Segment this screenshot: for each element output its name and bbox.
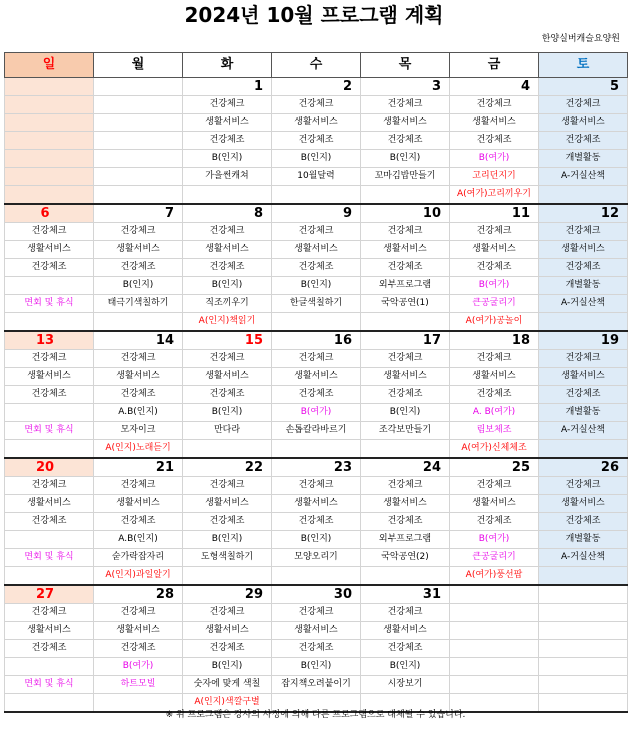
activity-cell[interactable]: 생활서비스: [272, 114, 361, 132]
activity-row: [5, 313, 628, 332]
activity-row: [5, 350, 628, 368]
empty-cell[interactable]: [94, 114, 183, 132]
empty-cell[interactable]: [539, 604, 628, 622]
empty-cell[interactable]: [539, 622, 628, 640]
activity-row: [5, 168, 628, 186]
activity-cell[interactable]: 한글색칠하기: [272, 295, 361, 313]
activity-cell[interactable]: 가을썬캐쳐: [183, 168, 272, 186]
empty-cell[interactable]: [94, 150, 183, 168]
activity-cell[interactable]: 건강체조: [5, 259, 94, 277]
activity-cell[interactable]: 건강체조: [539, 132, 628, 150]
activity-cell[interactable]: 생활서비스: [361, 241, 450, 259]
activity-row: [5, 277, 628, 295]
activity-cell[interactable]: 건강체조: [272, 513, 361, 531]
activity-row: [5, 96, 628, 114]
activity-cell[interactable]: 손톱칼라바르기: [272, 422, 361, 440]
activity-row: [5, 567, 628, 586]
date-cell[interactable]: [539, 585, 628, 604]
date-cell[interactable]: 1: [183, 78, 272, 96]
activity-cell[interactable]: 건강체크: [450, 350, 539, 368]
activity-cell[interactable]: 생활서비스: [272, 495, 361, 513]
activity-row: [5, 658, 628, 676]
activity-cell[interactable]: 건강체조: [361, 513, 450, 531]
activity-cell[interactable]: 생활서비스: [539, 241, 628, 259]
activity-cell[interactable]: 건강체크: [5, 223, 94, 241]
empty-cell[interactable]: [450, 604, 539, 622]
date-cell[interactable]: [5, 78, 94, 96]
activity-cell[interactable]: 생활서비스: [361, 114, 450, 132]
empty-cell[interactable]: [94, 132, 183, 150]
activity-cell[interactable]: 건강체조: [272, 640, 361, 658]
activity-cell[interactable]: 건강체크: [450, 96, 539, 114]
activity-cell[interactable]: 개별활동: [539, 150, 628, 168]
empty-cell[interactable]: [272, 440, 361, 459]
empty-cell[interactable]: [361, 313, 450, 332]
activity-cell[interactable]: 생활서비스: [94, 368, 183, 386]
empty-cell[interactable]: [5, 440, 94, 459]
activity-cell[interactable]: 숫자에 맞게 색칠: [183, 676, 272, 694]
date-cell[interactable]: 21: [94, 458, 183, 477]
empty-cell[interactable]: [361, 567, 450, 586]
activity-cell[interactable]: A-거실산책: [539, 549, 628, 567]
activity-cell[interactable]: 생활서비스: [5, 368, 94, 386]
empty-cell[interactable]: [539, 640, 628, 658]
activity-cell[interactable]: 생활서비스: [539, 368, 628, 386]
activity-cell[interactable]: 건강체크: [361, 477, 450, 495]
empty-cell[interactable]: [5, 114, 94, 132]
activity-cell[interactable]: 생활서비스: [361, 495, 450, 513]
empty-cell[interactable]: [272, 313, 361, 332]
activity-cell[interactable]: 건강체크: [272, 604, 361, 622]
activity-row: [5, 132, 628, 150]
activity-cell[interactable]: 생활서비스: [94, 495, 183, 513]
activity-cell[interactable]: 개별활동: [539, 277, 628, 295]
activity-cell[interactable]: 림보체조: [450, 422, 539, 440]
activity-cell[interactable]: 생활서비스: [450, 495, 539, 513]
activity-cell[interactable]: 건강체조: [94, 640, 183, 658]
activity-cell[interactable]: 건강체크: [94, 477, 183, 495]
empty-cell[interactable]: [539, 186, 628, 205]
activity-cell[interactable]: 건강체조: [450, 259, 539, 277]
empty-cell[interactable]: [94, 96, 183, 114]
activity-cell[interactable]: 생활서비스: [94, 622, 183, 640]
activity-cell[interactable]: B(인지): [183, 404, 272, 422]
activity-cell[interactable]: 건강체조: [361, 386, 450, 404]
activity-row: [5, 404, 628, 422]
activity-cell[interactable]: B(인지): [183, 150, 272, 168]
activity-row: [5, 422, 628, 440]
activity-cell[interactable]: 건강체크: [183, 477, 272, 495]
activity-cell[interactable]: 생활서비스: [272, 241, 361, 259]
empty-cell[interactable]: [183, 567, 272, 586]
activity-cell[interactable]: 시장보기: [361, 676, 450, 694]
activity-cell[interactable]: 국악공연(2): [361, 549, 450, 567]
empty-cell[interactable]: [361, 440, 450, 459]
date-cell[interactable]: 25: [450, 458, 539, 477]
activity-cell[interactable]: 건강체크: [5, 604, 94, 622]
activity-cell[interactable]: 고리던지기: [450, 168, 539, 186]
activity-cell[interactable]: 건강체조: [539, 513, 628, 531]
date-cell[interactable]: 24: [361, 458, 450, 477]
date-cell[interactable]: 22: [183, 458, 272, 477]
date-cell[interactable]: 11: [450, 204, 539, 223]
activity-cell[interactable]: 잡지책오려붙이기: [272, 676, 361, 694]
date-cell[interactable]: [450, 585, 539, 604]
date-cell[interactable]: 12: [539, 204, 628, 223]
activity-row: [5, 241, 628, 259]
activity-cell[interactable]: 모양오리기: [272, 549, 361, 567]
empty-cell[interactable]: [450, 622, 539, 640]
activity-cell[interactable]: 건강체조: [539, 386, 628, 404]
activity-cell[interactable]: 생활서비스: [361, 622, 450, 640]
empty-cell[interactable]: [5, 150, 94, 168]
footer-note: ※ 위 프로그램은 강사의 사정에 의해 다른 프로그램으로 대체될 수 있습니다.: [165, 710, 466, 720]
empty-cell[interactable]: [539, 313, 628, 332]
activity-cell[interactable]: 외부프로그램: [361, 277, 450, 295]
activity-row: [5, 640, 628, 658]
activity-row: [5, 676, 628, 694]
activity-cell[interactable]: 생활서비스: [183, 622, 272, 640]
weekday-header-wed[interactable]: 수: [272, 53, 361, 78]
date-cell[interactable]: 29: [183, 585, 272, 604]
activity-cell[interactable]: 건강체조: [361, 259, 450, 277]
activity-cell[interactable]: 건강체조: [183, 259, 272, 277]
activity-cell[interactable]: B(인지): [272, 277, 361, 295]
date-cell[interactable]: 18: [450, 331, 539, 350]
date-cell[interactable]: 19: [539, 331, 628, 350]
activity-cell[interactable]: 꼬마김밥만들기: [361, 168, 450, 186]
date-cell[interactable]: 16: [272, 331, 361, 350]
activity-cell[interactable]: 건강체조: [361, 132, 450, 150]
activity-cell[interactable]: 만다라: [183, 422, 272, 440]
date-cell[interactable]: 9: [272, 204, 361, 223]
activity-cell[interactable]: 건강체조: [94, 513, 183, 531]
date-cell[interactable]: 30: [272, 585, 361, 604]
activity-cell[interactable]: 건강체조: [272, 386, 361, 404]
activity-cell[interactable]: 건강체크: [5, 477, 94, 495]
activity-cell[interactable]: A(인지)색깔구별: [183, 694, 272, 713]
activity-cell[interactable]: 건강체크: [539, 96, 628, 114]
empty-cell[interactable]: [183, 440, 272, 459]
activity-cell[interactable]: A(여가)공놀이: [450, 313, 539, 332]
activity-cell[interactable]: 건강체크: [539, 350, 628, 368]
activity-row: [5, 513, 628, 531]
activity-cell[interactable]: 생활서비스: [539, 114, 628, 132]
activity-cell[interactable]: 개별활동: [539, 531, 628, 549]
empty-cell[interactable]: [272, 567, 361, 586]
empty-cell[interactable]: [450, 676, 539, 694]
activity-cell[interactable]: B(인지): [272, 658, 361, 676]
date-cell[interactable]: 27: [5, 585, 94, 604]
empty-cell[interactable]: [94, 168, 183, 186]
empty-cell[interactable]: [5, 168, 94, 186]
date-cell[interactable]: 6: [5, 204, 94, 223]
empty-cell[interactable]: [5, 313, 94, 332]
activity-cell[interactable]: A. B(여가): [450, 404, 539, 422]
activity-row: [5, 495, 628, 513]
activity-cell[interactable]: 건강체조: [5, 640, 94, 658]
activity-cell[interactable]: 건강체조: [450, 513, 539, 531]
activity-cell[interactable]: 개별활동: [539, 404, 628, 422]
date-cell[interactable]: 10: [361, 204, 450, 223]
activity-row: [5, 368, 628, 386]
page-title: 2024년 10월 프로그램 계획: [184, 3, 444, 27]
empty-cell[interactable]: [94, 186, 183, 205]
activity-cell[interactable]: 생활서비스: [94, 241, 183, 259]
activity-row: [5, 386, 628, 404]
activity-cell[interactable]: B(인지): [183, 531, 272, 549]
activity-cell[interactable]: B(여가): [450, 150, 539, 168]
empty-cell[interactable]: [539, 658, 628, 676]
activity-cell[interactable]: 생활서비스: [183, 368, 272, 386]
activity-cell[interactable]: 건강체조: [539, 259, 628, 277]
activity-cell[interactable]: 건강체크: [361, 96, 450, 114]
activity-cell[interactable]: 생활서비스: [450, 368, 539, 386]
activity-cell[interactable]: 건강체크: [539, 477, 628, 495]
date-cell[interactable]: 3: [361, 78, 450, 96]
empty-cell[interactable]: [272, 186, 361, 205]
weekday-header-sat[interactable]: 토: [539, 53, 628, 78]
activity-cell[interactable]: A-거실산책: [539, 295, 628, 313]
activity-row: [5, 295, 628, 313]
activity-cell[interactable]: 면회 및 휴식: [5, 676, 94, 694]
activity-cell[interactable]: A.B(인지): [94, 404, 183, 422]
activity-cell[interactable]: 건강체크: [94, 604, 183, 622]
empty-cell[interactable]: [5, 277, 94, 295]
activity-cell[interactable]: 큰공굴리기: [450, 549, 539, 567]
activity-cell[interactable]: A-거실산책: [539, 422, 628, 440]
week-date-row: [5, 458, 628, 477]
empty-cell[interactable]: [5, 658, 94, 676]
activity-cell[interactable]: 모자이크: [94, 422, 183, 440]
activity-cell[interactable]: 건강체조: [94, 259, 183, 277]
activity-cell[interactable]: 큰공굴리기: [450, 295, 539, 313]
date-cell[interactable]: [94, 78, 183, 96]
activity-cell[interactable]: A(여가)고리끼우기: [450, 186, 539, 205]
activity-cell[interactable]: 생활서비스: [183, 114, 272, 132]
empty-cell[interactable]: [539, 567, 628, 586]
activity-cell[interactable]: 면회 및 휴식: [5, 295, 94, 313]
empty-cell[interactable]: [450, 658, 539, 676]
date-cell[interactable]: 20: [5, 458, 94, 477]
activity-cell[interactable]: 건강체조: [272, 259, 361, 277]
activity-cell[interactable]: 건강체조: [361, 640, 450, 658]
activity-cell[interactable]: 건강체크: [361, 604, 450, 622]
activity-cell[interactable]: 직조끼우기: [183, 295, 272, 313]
activity-cell[interactable]: 건강체크: [450, 477, 539, 495]
empty-cell[interactable]: [539, 676, 628, 694]
activity-cell[interactable]: 건강체크: [272, 96, 361, 114]
activity-cell[interactable]: 건강체크: [272, 477, 361, 495]
activity-cell[interactable]: 건강체조: [450, 386, 539, 404]
activity-cell[interactable]: 건강체크: [94, 223, 183, 241]
activity-row: [5, 223, 628, 241]
activity-cell[interactable]: 건강체조: [272, 132, 361, 150]
activity-cell[interactable]: 생활서비스: [183, 495, 272, 513]
activity-cell[interactable]: 건강체조: [5, 513, 94, 531]
activity-cell[interactable]: A(인지)책읽기: [183, 313, 272, 332]
activity-cell[interactable]: 생활서비스: [272, 368, 361, 386]
activity-cell[interactable]: 하트모빌: [94, 676, 183, 694]
activity-cell[interactable]: 면회 및 휴식: [5, 549, 94, 567]
weekday-header-mon[interactable]: 월: [94, 53, 183, 78]
date-cell[interactable]: 2: [272, 78, 361, 96]
activity-row: [5, 549, 628, 567]
activity-row: [5, 186, 628, 205]
empty-cell[interactable]: [183, 186, 272, 205]
activity-cell[interactable]: 건강체조: [183, 386, 272, 404]
date-cell[interactable]: 13: [5, 331, 94, 350]
activity-cell[interactable]: 건강체크: [183, 604, 272, 622]
activity-cell[interactable]: 건강체크: [183, 96, 272, 114]
empty-cell[interactable]: [450, 640, 539, 658]
activity-cell[interactable]: 생활서비스: [5, 622, 94, 640]
date-cell[interactable]: 5: [539, 78, 628, 96]
activity-cell[interactable]: 건강체크: [183, 223, 272, 241]
activity-cell[interactable]: 생활서비스: [450, 114, 539, 132]
activity-cell[interactable]: 생활서비스: [183, 241, 272, 259]
activity-cell[interactable]: 건강체크: [361, 223, 450, 241]
activity-cell[interactable]: A-거실산책: [539, 168, 628, 186]
activity-cell[interactable]: B(인지): [183, 658, 272, 676]
week-date-row: [5, 78, 628, 96]
activity-cell[interactable]: 생활서비스: [5, 241, 94, 259]
date-cell[interactable]: 26: [539, 458, 628, 477]
activity-cell[interactable]: B(여가): [450, 277, 539, 295]
activity-cell[interactable]: 외부프로그램: [361, 531, 450, 549]
date-cell[interactable]: 4: [450, 78, 539, 96]
date-cell[interactable]: 28: [94, 585, 183, 604]
week-date-row: [5, 585, 628, 604]
activity-cell[interactable]: B(인지): [361, 150, 450, 168]
activity-cell[interactable]: 건강체크: [5, 350, 94, 368]
activity-row: [5, 114, 628, 132]
activity-row: [5, 440, 628, 459]
date-cell[interactable]: 15: [183, 331, 272, 350]
empty-cell[interactable]: [5, 186, 94, 205]
empty-cell[interactable]: [361, 186, 450, 205]
activity-cell[interactable]: 생활서비스: [272, 622, 361, 640]
activity-cell[interactable]: B(여가): [94, 658, 183, 676]
empty-cell[interactable]: [5, 404, 94, 422]
weekday-header-fri[interactable]: 금: [450, 53, 539, 78]
weekday-header-thu[interactable]: 목: [361, 53, 450, 78]
empty-cell[interactable]: [5, 531, 94, 549]
date-cell[interactable]: 17: [361, 331, 450, 350]
activity-row: [5, 531, 628, 549]
activity-cell[interactable]: 건강체크: [450, 223, 539, 241]
empty-cell[interactable]: [5, 96, 94, 114]
activity-cell[interactable]: 태극기색칠하기: [94, 295, 183, 313]
activity-cell[interactable]: B(인지): [183, 277, 272, 295]
date-cell[interactable]: 14: [94, 331, 183, 350]
activity-cell[interactable]: A(인지)노래듣기: [94, 440, 183, 459]
weekday-header-tue[interactable]: 화: [183, 53, 272, 78]
activity-cell[interactable]: 건강체크: [94, 350, 183, 368]
empty-cell[interactable]: [539, 440, 628, 459]
activity-cell[interactable]: 국악공연(1): [361, 295, 450, 313]
activity-cell[interactable]: 생활서비스: [450, 241, 539, 259]
activity-cell[interactable]: 건강체크: [361, 350, 450, 368]
week-date-row: [5, 204, 628, 223]
date-cell[interactable]: 7: [94, 204, 183, 223]
activity-row: [5, 150, 628, 168]
activity-cell[interactable]: A(여가)신체체조: [450, 440, 539, 459]
activity-cell[interactable]: A(여가)풍선팝: [450, 567, 539, 586]
activity-cell[interactable]: 건강체조: [183, 640, 272, 658]
activity-cell[interactable]: B(여가): [450, 531, 539, 549]
activity-cell[interactable]: B(인지): [361, 404, 450, 422]
weekday-header-row: [5, 53, 628, 78]
activity-cell[interactable]: 10월달력: [272, 168, 361, 186]
activity-cell[interactable]: 도형색칠하기: [183, 549, 272, 567]
activity-cell[interactable]: 건강체조: [183, 132, 272, 150]
activity-cell[interactable]: A.B(인지): [94, 531, 183, 549]
empty-cell[interactable]: [5, 132, 94, 150]
activity-cell[interactable]: B(인지): [361, 658, 450, 676]
activity-cell[interactable]: 생활서비스: [5, 495, 94, 513]
activity-row: [5, 259, 628, 277]
activity-row: [5, 622, 628, 640]
week-date-row: [5, 331, 628, 350]
activity-row: [5, 477, 628, 495]
activity-cell[interactable]: 조각보만들기: [361, 422, 450, 440]
date-cell[interactable]: 23: [272, 458, 361, 477]
activity-cell[interactable]: B(인지): [272, 531, 361, 549]
activity-cell[interactable]: 건강체조: [183, 513, 272, 531]
activity-cell[interactable]: 건강체크: [272, 350, 361, 368]
activity-cell[interactable]: 건강체크: [539, 223, 628, 241]
activity-cell[interactable]: 건강체크: [183, 350, 272, 368]
activity-cell[interactable]: 건강체조: [94, 386, 183, 404]
weekday-header-sun[interactable]: 일: [5, 53, 94, 78]
activity-cell[interactable]: 숟가락잡자리: [94, 549, 183, 567]
activity-cell[interactable]: 생활서비스: [361, 368, 450, 386]
calendar-table: [4, 52, 628, 713]
activity-cell[interactable]: 면회 및 휴식: [5, 422, 94, 440]
organization-name: 한양실버캐슬요양원: [541, 34, 620, 44]
empty-cell[interactable]: [5, 567, 94, 586]
activity-row: [5, 604, 628, 622]
activity-cell[interactable]: 건강체조: [5, 386, 94, 404]
activity-cell[interactable]: B(여가): [272, 404, 361, 422]
activity-cell[interactable]: B(인지): [94, 277, 183, 295]
activity-cell[interactable]: 건강체조: [450, 132, 539, 150]
activity-cell[interactable]: B(인지): [272, 150, 361, 168]
activity-cell[interactable]: 생활서비스: [539, 495, 628, 513]
date-cell[interactable]: 8: [183, 204, 272, 223]
empty-cell[interactable]: [94, 313, 183, 332]
activity-cell[interactable]: A(인지)과일알기: [94, 567, 183, 586]
date-cell[interactable]: 31: [361, 585, 450, 604]
activity-cell[interactable]: 건강체크: [272, 223, 361, 241]
